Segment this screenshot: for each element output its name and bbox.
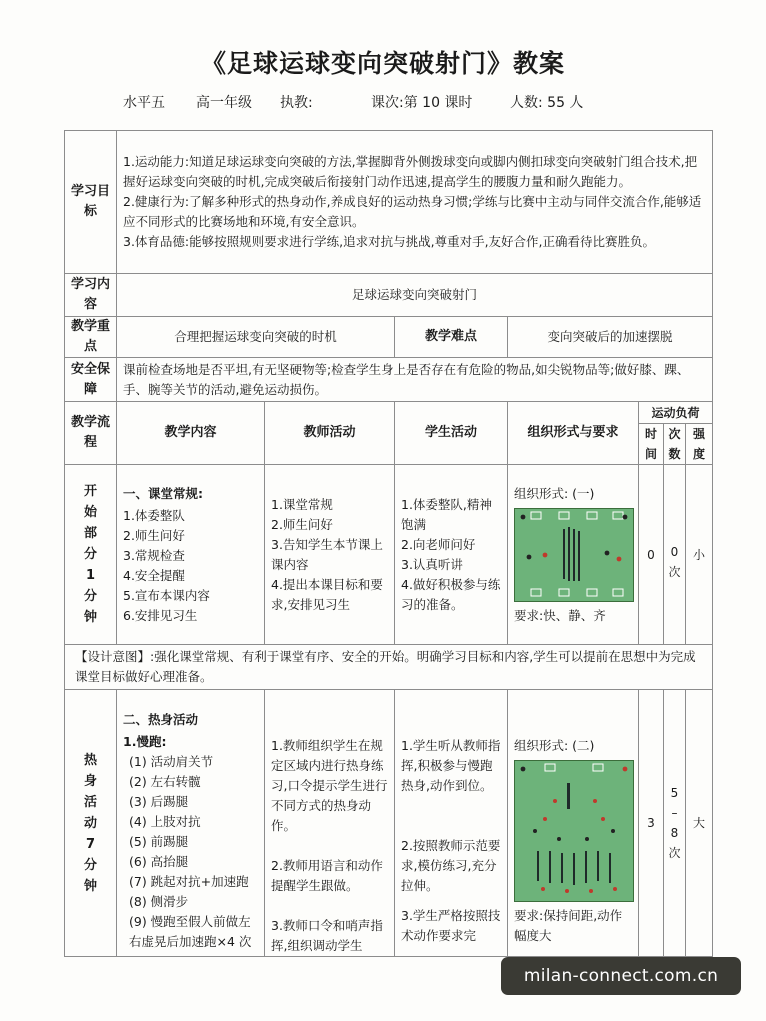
list-item: 1.体委整队,精神饱满 [401, 496, 492, 532]
safety-label: 安全保障 [65, 358, 117, 402]
list-item: (5) 前踢腿 [129, 834, 189, 849]
page-title: 《足球运球变向突破射门》教案 [200, 49, 565, 78]
part2-student [395, 690, 508, 957]
list-item: (6) 高抬腿 [129, 854, 189, 869]
list-item: (7) 跳起对抗+加速跑 [129, 874, 249, 889]
content-text: 足球运球变向突破射门 [117, 274, 713, 317]
list-item: (9) 慢跑至假人前做左右虚晃后加速跑×4 次 [129, 914, 252, 949]
col-org-header: 组织形式与要求 [508, 402, 639, 465]
key-label: 教学重点 [65, 317, 117, 358]
goals-cell [117, 131, 713, 274]
list-item: (4) 上肢对抗 [129, 814, 201, 829]
list-item: 1.课堂常规 [271, 496, 333, 512]
part2-row [65, 690, 713, 957]
part2-teacher [265, 690, 395, 957]
part2-content [117, 690, 265, 957]
lesson-plan-table [64, 130, 713, 957]
part2-count: 5 – 8 次 [664, 690, 686, 957]
list-item: 2.按照教师示范要求,模仿练习,充分拉伸。 [401, 838, 501, 893]
watermark-badge: milan-connect.com.cn [501, 957, 741, 995]
part2-intensity: 大 [686, 690, 713, 957]
list-item: 2.教师用语言和动作提醒学生跟做。 [271, 858, 383, 893]
list-item: 2.师生问好 [271, 516, 333, 532]
part1-section-title: 一、课堂常规: [123, 485, 203, 501]
list-item: 4.做好积极参与练习的准备。 [401, 576, 501, 612]
part2-org [508, 690, 639, 957]
part2-subsection-title: 1.慢跑: [123, 734, 167, 749]
list-item: (1) 活动肩关节 [129, 754, 214, 769]
col-content-header: 教学内容 [117, 402, 265, 465]
part1-content [117, 465, 265, 645]
list-item: (2) 左右转髋 [129, 774, 201, 789]
org-label: 组织形式: (一) [514, 485, 595, 501]
col-load-header: 运动负荷 [639, 402, 713, 424]
safety-row [65, 358, 713, 402]
list-item: 4.安全提醒 [123, 567, 185, 583]
part2-section-title: 二、热身活动 [123, 712, 199, 727]
content-label: 学习内容 [65, 274, 117, 317]
flow-header-row [65, 402, 713, 424]
goals-row [65, 131, 713, 274]
list-item: 3.学生严格按照技术动作要求完 [401, 908, 501, 943]
col-intensity-header: 强度 [686, 424, 713, 465]
part1-row [65, 465, 713, 645]
part2-label: 热 身 活 动 7 分 钟 [65, 690, 117, 957]
col-student-header: 学生活动 [395, 402, 508, 465]
list-item: 1.教师组织学生在规定区域内进行热身练习,口令提示学生进行不同方式的热身动作。 [271, 738, 388, 833]
list-item: 1.体委整队 [123, 507, 185, 523]
design-note-row [65, 645, 713, 690]
org-requirement: 要求:快、静、齐 [514, 607, 606, 623]
design-note: 【设计意图】:强化课堂常规、有利于课堂有序、安全的开始。明确学习目标和内容,学生可以提前在思想中为完成课堂目标做好心理准备。 [65, 645, 713, 690]
list-item: 3.认真听讲 [401, 556, 463, 572]
list-item: 2.向老师问好 [401, 536, 476, 552]
list-item: 1.学生听从教师指挥,积极参与慢跑热身,动作到位。 [401, 738, 501, 793]
col-teacher-header: 教师活动 [265, 402, 395, 465]
part1-teacher [265, 465, 395, 645]
part1-org [508, 465, 639, 645]
goal-item: 1.运动能力:知道足球运球变向突破的方法,掌握脚背外侧拨球变向或脚内侧扣球变向突破射门组合技术,把握好运球变向突破的时机,完成突破后衔接射门动作迅速,提高学生的腰腹力量和耐久跑能力。 [123, 154, 698, 189]
goals-label: 学习目标 [65, 131, 117, 274]
flow-label: 教学流程 [65, 402, 117, 465]
org-requirement: 要求:保持间距,动作幅度大 [514, 908, 623, 943]
list-item: 3.告知学生本节课上课内容 [271, 536, 383, 572]
list-item: 5.宣布本课内容 [123, 587, 210, 603]
part1-count: 0 次 [664, 465, 686, 645]
lesson-info [0, 92, 766, 114]
part2-time: 3 [639, 690, 664, 957]
part1-label: 开 始 部 分 1 分 钟 [65, 465, 117, 645]
difficulty-text: 变向突破后的加速摆脱 [508, 317, 713, 358]
list-item: (8) 侧滑步 [129, 894, 189, 909]
part1-student [395, 465, 508, 645]
grade: 高一年级 [196, 95, 252, 111]
part1-time: 0 [639, 465, 664, 645]
list-item: 4.提出本课目标和要求,安排见习生 [271, 576, 383, 612]
student-count: 人数: 55 人 [510, 95, 584, 111]
col-time-header: 时间 [639, 424, 664, 465]
goal-item: 3.体育品德:能够按照规则要求进行学练,追求对抗与挑战,尊重对手,友好合作,正确看待比赛胜负。 [123, 234, 656, 249]
teacher-label: 执教: [280, 95, 313, 111]
list-item: 3.常规检查 [123, 547, 185, 563]
difficulty-label: 教学难点 [395, 317, 508, 358]
org-label: 组织形式: (二) [514, 738, 595, 753]
key-text: 合理把握运球变向突破的时机 [117, 317, 395, 358]
content-row [65, 274, 713, 317]
list-item: (3) 后踢腿 [129, 794, 189, 809]
list-item: 2.师生问好 [123, 527, 185, 543]
formation-diagram-1 [514, 508, 634, 602]
lesson-number: 课次:第 10 课时 [371, 95, 473, 111]
key-row [65, 317, 713, 358]
formation-diagram-2 [514, 760, 634, 902]
level: 水平五 [123, 95, 165, 111]
safety-text: 课前检查场地是否平坦,有无坚硬物等;检查学生身上是否存在有危险的物品,如尖锐物品等;做好膝、踝、手、腕等关节的活动,避免运动损伤。 [117, 358, 713, 402]
part1-intensity: 小 [686, 465, 713, 645]
goal-item: 2.健康行为:了解多种形式的热身动作,养成良好的运动热身习惯;学练与比赛中主动与同伴交流合作,能够适应不同形式的比赛场地和环境,有安全意识。 [123, 194, 702, 229]
col-count-header: 次数 [664, 424, 686, 465]
list-item: 6.安排见习生 [123, 607, 198, 623]
list-item: 3.教师口令和哨声指挥,组织调动学生 [271, 918, 383, 953]
